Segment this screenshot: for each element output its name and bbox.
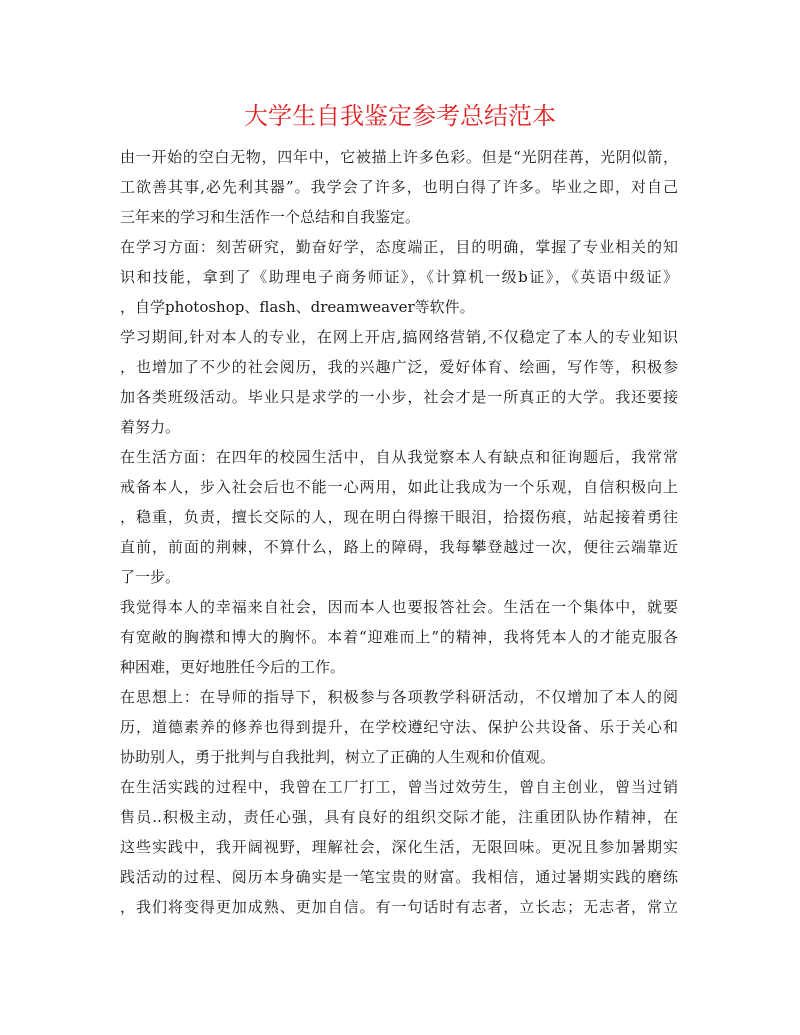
paragraph-line: ，自学photoshop、flash、dreamweaver等软件。 [120, 298, 475, 316]
paragraph-line: 直前，前面的荆棘，不算什么，路上的障碍，我每攀登越过一次，便往云端靠近 [120, 538, 678, 556]
paragraph [120, 592, 678, 682]
paragraph-line: 在生活方面：在四年的校园生活中，自从我觉察本人有缺点和征询题后，我常常 [120, 448, 678, 466]
paragraph-line: 有宽敞的胸襟和博大的胸怀。本着“迎难而上”的精神，我将凭本人的才能克服各 [120, 628, 678, 646]
paragraph-line: 加各类班级活动。毕业只是求学的一小步，社会才是一所真正的大学。我还要接 [120, 388, 678, 406]
paragraph [120, 442, 678, 592]
paragraph [120, 682, 678, 772]
paragraph-line: 种困难，更好地胜任今后的工作。 [120, 658, 346, 676]
paragraph-line: 学习期间,针对本人的专业，在网上开店,搞网络营销,不仅稳定了本人的专业知识 [120, 328, 678, 346]
paragraph-line: ，稳重，负责，擅长交际的人，现在明白得擦干眼泪，拾掇伤痕，站起接着勇往 [120, 508, 678, 526]
paragraph-line: 历，道德素养的修养也得到提升，在学校遵纪守法、保护公共设备、乐于关心和 [120, 718, 678, 736]
paragraph-line: 着努力。 [120, 418, 181, 436]
paragraph [120, 142, 678, 232]
paragraph-line: 售员..积极主动，责任心强，具有良好的组织交际才能，注重团队协作精神，在 [120, 808, 678, 826]
paragraph-line: 我觉得本人的幸福来自社会，因而本人也要报答社会。生活在一个集体中，就要 [120, 598, 678, 616]
paragraph [120, 322, 678, 442]
paragraph-line: 识和技能，拿到了《助理电子商务师证》，《计算机一级b证》，《英语中级证》 [120, 268, 678, 286]
paragraph-line: 在思想上：在导师的指导下，积极参与各项教学科研活动，不仅增加了本人的阅 [120, 688, 678, 706]
paragraph-line: ，也增加了不少的社会阅历，我的兴趣广泛，爱好体育、绘画，写作等，积极参 [120, 358, 678, 376]
paragraph-line: 工欲善其事,必先利其器”。我学会了许多，也明白得了许多。毕业之即，对自己 [120, 178, 678, 196]
document-body [120, 142, 678, 922]
paragraph-line: 在学习方面：刻苦研究，勤奋好学，态度端正，目的明确，掌握了专业相关的知 [120, 238, 678, 256]
paragraph-line: 践活动的过程、阅历本身确实是一笔宝贵的财富。我相信，通过暑期实践的磨练 [120, 868, 678, 886]
document-title: 大学生自我鉴定参考总结范本 [244, 102, 556, 130]
paragraph-line: 了一步。 [120, 568, 181, 586]
paragraph-line: 协助别人，勇于批判与自我批判，树立了正确的人生观和价值观。 [120, 748, 556, 766]
paragraph-line: 在生活实践的过程中，我曾在工厂打工，曾当过效劳生，曾自主创业，曾当过销 [120, 778, 678, 796]
paragraph-line: ，我们将变得更加成熟、更加自信。有一句话时有志者，立长志；无志者，常立 [120, 898, 678, 916]
paragraph [120, 232, 678, 322]
paragraph-line: 由一开始的空白无物，四年中，它被描上许多色彩。但是“光阴荏苒，光阴似箭， [120, 148, 678, 166]
paragraph [120, 772, 678, 922]
paragraph-line: 戒备本人，步入社会后也不能一心两用，如此让我成为一个乐观，自信积极向上 [120, 478, 678, 496]
paragraph-line: 这些实践中，我开阔视野，理解社会，深化生活，无限回味。更况且参加暑期实 [120, 838, 678, 856]
paragraph-line: 三年来的学习和生活作一个总结和自我鉴定。 [120, 208, 421, 226]
